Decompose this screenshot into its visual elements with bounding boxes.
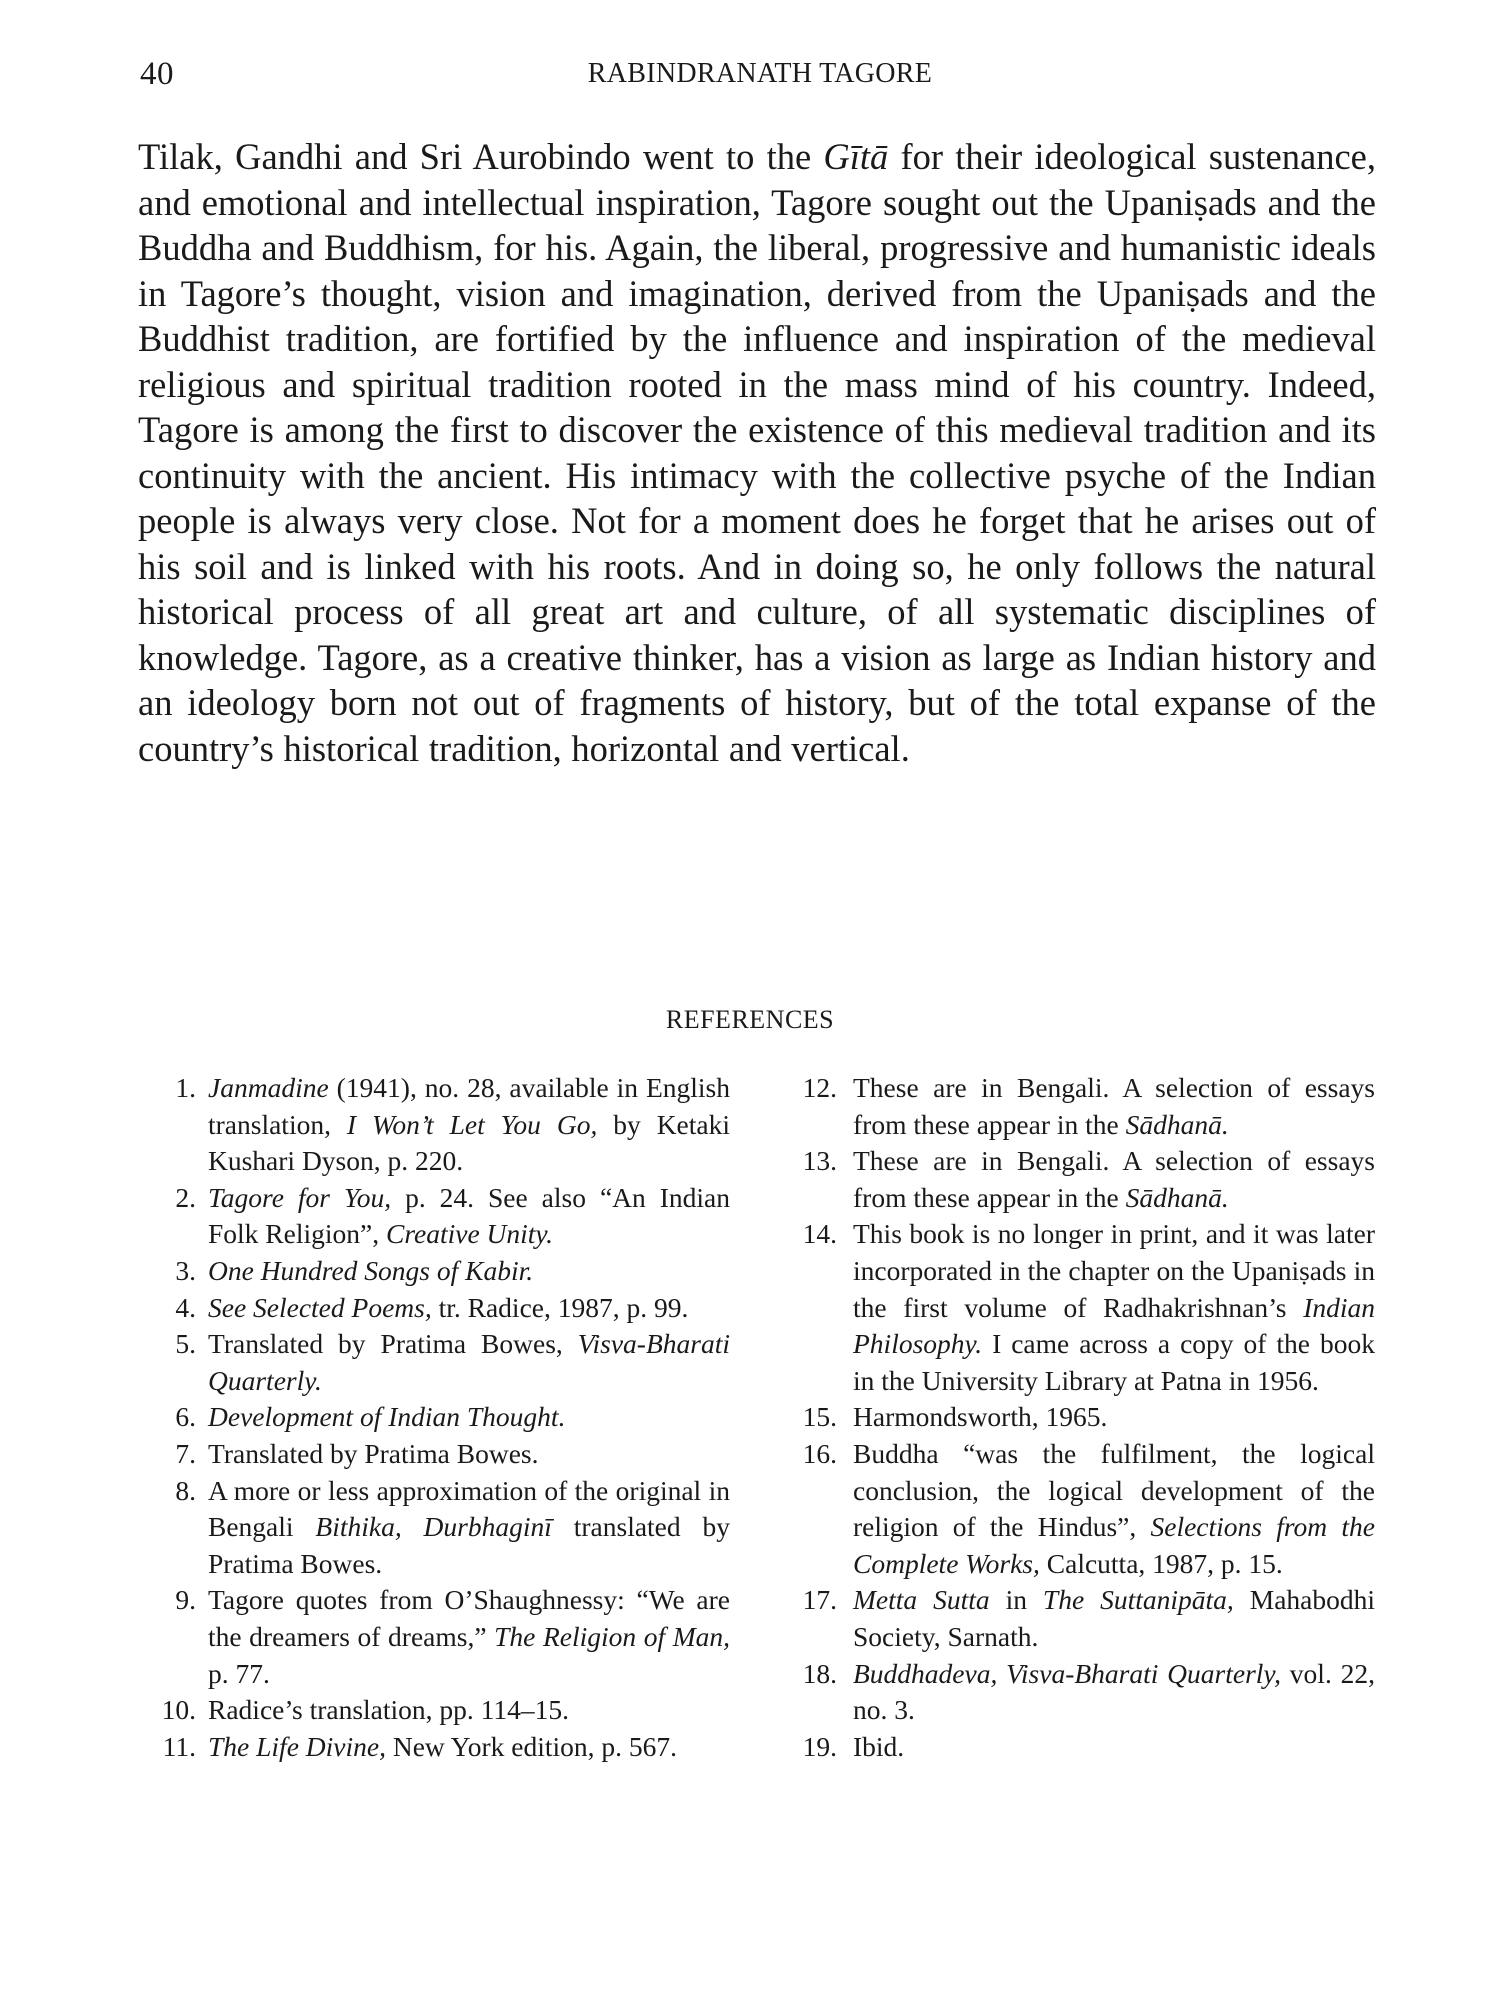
reference-item — [140, 1436, 730, 1473]
reference-text: Buddhadeva, Visva-Bharati Quarterly, vol. 22, no. 3. — [853, 1657, 1375, 1726]
reference-item — [140, 1326, 730, 1399]
reference-text: Translated by Pratima Bowes. — [208, 1437, 539, 1469]
body-italic-gita: Gītā — [823, 136, 889, 177]
reference-item — [140, 1070, 730, 1180]
reference-text: Radice’s translation, pp. 114–15. — [208, 1694, 570, 1726]
reference-item — [140, 1473, 730, 1583]
reference-number: 16. — [802, 1437, 837, 1469]
reference-item — [140, 1729, 730, 1766]
reference-text: Development of Indian Thought. — [208, 1401, 566, 1433]
reference-number: 13. — [802, 1145, 837, 1177]
reference-text: Tagore quotes from O’Shaughnessy: “We are the dreamers of dreams,” The Religion of Man, p. 77. — [208, 1584, 730, 1689]
reference-item — [775, 1070, 1375, 1143]
reference-number: 3. — [175, 1254, 196, 1286]
references-column-left — [140, 1070, 730, 1765]
reference-text: Harmondsworth, 1965. — [853, 1401, 1108, 1433]
reference-number: 17. — [802, 1584, 837, 1616]
reference-number: 7. — [175, 1437, 196, 1469]
reference-text: Tagore for You, p. 24. See also “An Indian Folk Religion”, Creative Unity. — [208, 1181, 730, 1250]
reference-item — [775, 1656, 1375, 1729]
reference-number: 4. — [175, 1291, 196, 1323]
reference-number: 2. — [175, 1181, 196, 1213]
references-column-right — [775, 1070, 1375, 1765]
reference-item — [775, 1216, 1375, 1399]
reference-item — [140, 1290, 730, 1327]
running-title: RABINDRANATH TAGORE — [587, 58, 933, 89]
reference-number: 14. — [802, 1218, 837, 1250]
reference-item — [140, 1180, 730, 1253]
reference-number: 19. — [802, 1730, 837, 1762]
reference-item — [775, 1399, 1375, 1436]
reference-number: 18. — [802, 1657, 837, 1689]
reference-number: 5. — [175, 1328, 196, 1360]
reference-item — [140, 1253, 730, 1290]
reference-item — [775, 1729, 1375, 1766]
reference-text: Janmadine (1941), no. 28, available in English translation, I Won’t Let You Go, by Ketaki Kushari Dyson, p. 220. — [208, 1072, 730, 1177]
reference-text: This book is no longer in print, and it was later incorporated in the chapter on the Upaniṣads in the first volume of Radhakrishnan’s Indian Philosophy. I came across a copy of the book in the University Library at Patna in 1956. — [853, 1218, 1375, 1396]
reference-number: 11. — [162, 1730, 196, 1762]
reference-text: These are in Bengali. A selection of essays from these appear in the Sādhanā. — [853, 1072, 1375, 1140]
reference-number: 12. — [802, 1072, 837, 1103]
page-number: 40 — [140, 56, 174, 92]
references-heading: REFERENCES — [665, 1005, 835, 1034]
reference-item — [140, 1582, 730, 1692]
reference-number: 10. — [161, 1694, 196, 1726]
reference-number: 1. — [175, 1072, 196, 1103]
body-text-part: for their ideological sustenance, and emotional and intellectual inspiration, Tagore sought out the Upaniṣads and the Buddha and Buddhism, for his. Again, the liberal, progressive and humanistic ideals in Tagore’s thought, vision and imagination, derived from the Upaniṣads and the Buddhist tradition, are fortified by the influence and inspiration of the medieval religious and spiritual tradition rooted in the mass mind of his country. Indeed, Tagore is among the first to discover the existence of this medieval tradition and its continuity with the ancient. His intimacy with the collective psyche of the Indian people is always very close. Not for a moment does he forget that he arises out of his soil and is linked with his roots. And in doing so, he only follows the natural historical process of all great art and culture, of all systematic disciplines of knowledge. Tagore, as a creative thinker, has a vision as large as Indian history and an ideology born not out of fragments of history, but of the total expanse of the country’s historical tradition, horizontal and vertical. — [138, 136, 1376, 769]
reference-text: One Hundred Songs of Kabir. — [208, 1254, 534, 1286]
body-paragraph — [138, 134, 1376, 771]
reference-text: A more or less approximation of the original in Bengali Bithika, Durbhaginī translated by Pratima Bowes. — [208, 1474, 730, 1579]
reference-text: Metta Sutta in The Suttanipāta, Mahabodhi Society, Sarnath. — [853, 1584, 1375, 1652]
reference-text: Translated by Pratima Bowes, Visva-Bharati Quarterly. — [208, 1328, 730, 1396]
reference-text: Buddha “was the fulfilment, the logical conclusion, the logical development of the religion of the Hindus”, Selections from the Complete Works, Calcutta, 1987, p. 15. — [853, 1437, 1375, 1579]
reference-item — [140, 1692, 730, 1729]
reference-item — [775, 1143, 1375, 1216]
reference-text: Ibid. — [853, 1730, 905, 1762]
reference-item — [775, 1436, 1375, 1582]
reference-item — [775, 1582, 1375, 1655]
reference-number: 9. — [175, 1584, 196, 1616]
running-head — [140, 56, 1380, 96]
reference-text: These are in Bengali. A selection of essays from these appear in the Sādhanā. — [853, 1145, 1375, 1213]
reference-number: 8. — [175, 1474, 196, 1506]
reference-item — [140, 1399, 730, 1436]
body-text-part: Tilak, Gandhi and Sri Aurobindo went to the — [138, 136, 824, 177]
reference-number: 6. — [175, 1401, 196, 1433]
reference-number: 15. — [802, 1401, 837, 1433]
reference-text: The Life Divine, New York edition, p. 567. — [208, 1730, 678, 1762]
reference-text: See Selected Poems, tr. Radice, 1987, p. 99. — [208, 1291, 689, 1323]
